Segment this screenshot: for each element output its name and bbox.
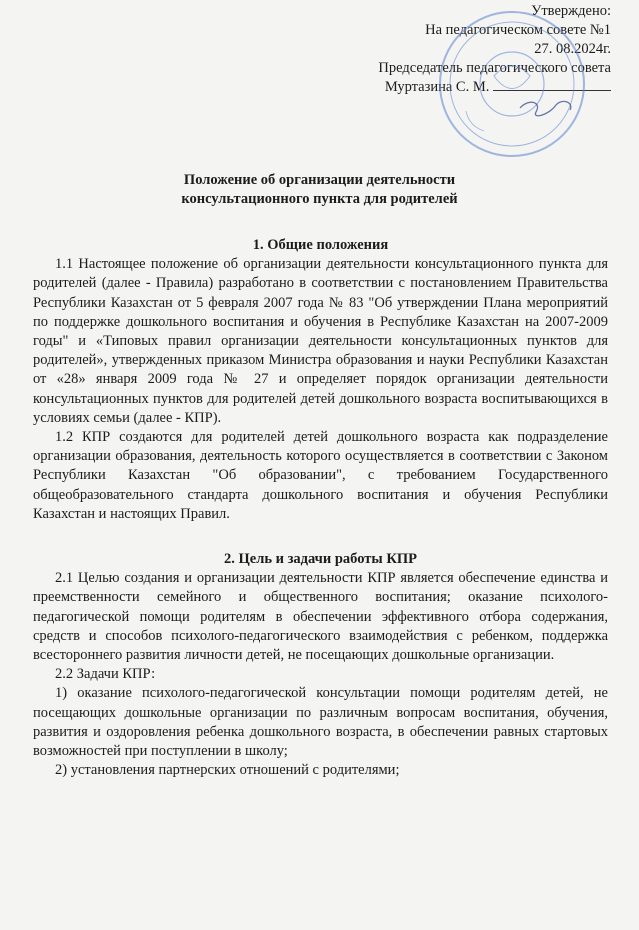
approval-chair-name-line [378, 78, 611, 97]
paragraph-2-2-2: 2) установления партнерских отношений с родителями; [55, 762, 400, 779]
approval-council: На педагогическом совете №1 [425, 22, 611, 38]
document-body [33, 236, 608, 780]
approval-chair-title: Председатель педагогического совета [378, 60, 611, 76]
title-line-2: консультационного пункта для родителей [181, 191, 458, 207]
approval-chair-name: Муртазина С. М. [384, 79, 490, 95]
approval-label: Утверждено: [531, 3, 611, 19]
paragraph-1-2: 1.2 КПР создаются для родителей детей дошкольного возраста как подразделение организации образования, деятельность которого осуществляется в соответствии с Законом Республики Казахстан "Об образовании", с требованием Государственного общеобразовательного стандарта дошкольного воспитания и обучения Республики Казахстан и настоящих Правил. [33, 429, 608, 522]
section-1-heading: 1. Общие положения [252, 237, 389, 253]
approval-date: 27. 08.2024г. [534, 41, 611, 57]
document-title [0, 171, 639, 209]
signature-line [493, 78, 611, 91]
paragraph-2-2: 2.2 Задачи КПР: [55, 666, 156, 683]
paragraph-2-1: 2.1 Целью создания и организации деятельности КПР является обеспечение единства и преемственности семейного и общественного воспитания; оказание психолого-педагогической помощи родителям в обеспечении эффективного отбора содержания, средств и способов психолого-педагогического взаимодействия с ребенком, поддержка всестороннего развития личности детей, не посещающих дошкольные организации. [33, 570, 608, 664]
paragraph-1-1: 1.1 Настоящее положение об организации деятельности консультационного пункта для родителей (далее - Правила) разработано в соответствии с постановлением Правительства Республики Казахстан от 5 февраля 2007 года № 83 "Об утверждении Плана мероприятий по поддержке дошкольного воспитания и обучения в Республике Казахстан на 2007-2009 годы" и «Типовых правил организации деятельности консультационных пунктов для родителей», утвержденных приказом Министра образования и науки Республики Казахстан от «28» января 2009 года № 27 и определяет порядок организации деятельности консультационных пунктов для родителей детей дошкольного возраста воспитывающихся в условиях семьи (далее - КПР). [33, 256, 608, 426]
section-2-heading: 2. Цель и задачи работы КПР [223, 551, 417, 568]
title-line-1: Положение об организации деятельности [183, 172, 456, 188]
signature-scribble [520, 101, 571, 115]
section-gap [33, 524, 608, 550]
approval-block [378, 2, 611, 97]
paragraph-2-2-1: 1) оказание психолого-педагогической консультации помощи родителям детей, не посещающих дошкольные организации по различным вопросам воспитания, обучения, развития и оздоровления ребенка дошкольного возраста, в обеспечении равных стартовых возможностей при поступлении в школу; [33, 685, 608, 760]
